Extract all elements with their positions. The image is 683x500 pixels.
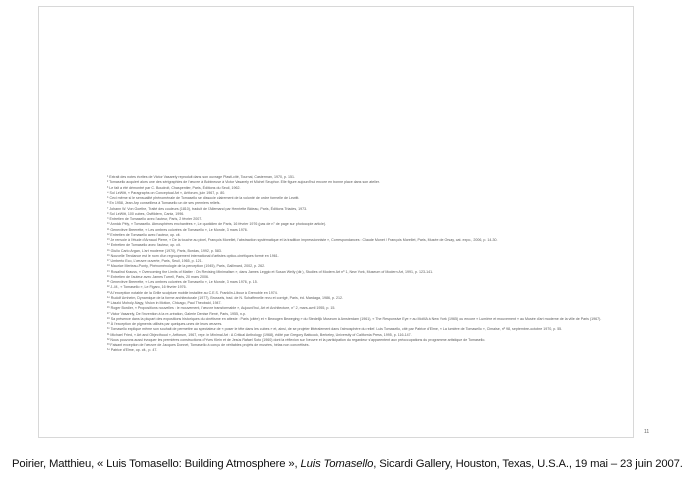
footnote: ¹³ Je renvoie à l'étude d'Arnaud Pierre, « De la touche au pixel, François Morellet, l'abstraction systématique et la tradition impressionniste », Correspondances : Claude Monet / François Morellet, Paris, Musée de Orsay, cat. expo., 2006, p. 14-30. xyxy=(107,238,498,242)
footnote: ⁶ En 1958, Jean Arp conseillera à Tomasello un de ses premiers reliefs. xyxy=(107,201,221,206)
footnote: ⁹ Entretien de Tomasello avec l'auteur, Paris, 2 février 2007. xyxy=(107,217,203,221)
page-number: 11 xyxy=(644,429,650,435)
footnote: ³ Le fait a été démontré par C. Boudroit, Chaspentier, Paris, Éditions du Seuil, 1962. xyxy=(107,185,241,190)
document-frame xyxy=(38,6,650,438)
footnote: ¹⁹ Rosalind Krauss, « Overcoming the Limits of Matter : On Revising Minimalism », dans James Leggio et Susan Weily (dir.), Studies of Modern Art nº 1, New York, Museum of Modern Art, 1991, p. 123-141. xyxy=(107,269,434,274)
citation-text: Poirier, Matthieu, « Luis Tomasello: Building Atmosphere », xyxy=(12,458,301,470)
footnotes-list xyxy=(107,175,655,354)
footnote: ²⁶ Roger Bordier, « Propositions nouvelles : le mouvement, l'œuvre transformable », Aujourd'hui, Art et Architecture, n° 2, mars-avril 1955, p. 15. xyxy=(107,306,336,311)
footnote: ¹⁵ Giulio Carlo Argan, L'art moderne (1970), Paris, Bordas, 1992, p. 583. xyxy=(107,248,222,253)
footnote: ¹⁰ Annick Pély, « Tomasello. Atmosphères enchantées », Le quotidien de Paris, 16 février 1976 (pas de n° de page sur photocopie article). xyxy=(107,222,327,227)
footnote: ¹¹ Geneviève Breerette, « Les ombres colorées de Tomasello », Le Monde, 3 mars 1976. xyxy=(107,227,248,232)
footnote: ²⁴ Rudolf Arnheim, Dynamique de la forme architecturale (1977), Brussels, trad. de N. Schaffenelle revu et corrigé, Paris, éd. Mardaga, 1986, p. 212. xyxy=(107,295,343,300)
footnote: ³² Nous pouvons aussi évoquer les premières constructions d'Yves Klein et de Jesús Rafael Soto (1960) dont la réflexion sur l'œuvre et la participation du regardeur s'apparentent aux préoccupations du programme artistique de Tomasello. xyxy=(107,337,486,342)
footnote: ²⁵ László Moholy-Nagy, Vision in Motion, Chicago, Paul Theobald, 1947. xyxy=(107,301,222,305)
footnote: ¹⁷ Umberto Eco, L'œuvre ouverte, Paris, Seuil, 1965, p. 121. xyxy=(107,259,203,263)
citation-details: , Sicardi Gallery, Houston, Texas, U.S.A., 19 mai – 23 juin 2007. xyxy=(373,458,683,470)
footnote: ²⁷ Victor Vasarely, De l'invention à la re-création, Galerie Denise René, Paris, 1955, n.p. xyxy=(107,311,247,316)
footnote: ²² J.-M., « Tomasello », Le Figaro, 16 février 1976. xyxy=(107,285,187,290)
footnote: ⁵ Ceci même si le sensualité phénoménale de Tomasello se dissocie clairement de la volonté de ordre formelle de Lewitt. xyxy=(107,196,300,200)
footnote: ⁷ Johann W. Von Goethe, Traité des couleurs (1810), traduit de l'Allemand par Henriette Bideau, Paris, Éditions Triades, 1973. xyxy=(107,206,308,211)
footnote: ³⁰ Tomasello explique même son souhait de permettre au spectateur de « poser le tête dans les cubes » et, ainsi, de se projeter littéralement dans l'atmosphère du relief. Luis Tomasello, cité par Patrice d'Elme, « La lumière de Tomasello », Cimaise, nº 98, septembre-octobre 1970, p. 55. xyxy=(107,327,563,332)
footnote: ¹⁴ Entretien de Tomasello avec l'auteur, op. cit. xyxy=(107,243,181,248)
footnote: ⁸ Sol LeWitt, 100 cubes, Ostfildern, Cantz, 1996. xyxy=(107,211,185,216)
footnote: ¹⁸ Maurice Merleau-Ponty, Phénoménologie de la perception (1945), Paris, Gallimard, 2002, p. 262. xyxy=(107,264,266,269)
document-page xyxy=(107,29,662,435)
footnote: ³¹ Michael Fried, « Art and Objecthood », Artforum, 1967, repr. in Minimal Art : A Critical Anthology (1968), édité par Gregory Battcock, Berkeley, University of California Press, 1995, p. 116-147. xyxy=(107,332,412,337)
footnote: ³⁴ Patrice d'Elme, op. cit., p. 47. xyxy=(107,348,158,353)
citation-caption xyxy=(12,458,683,470)
citation-title: Luis Tomasello xyxy=(300,458,374,470)
footnote: ²⁹ À l'exception de pigments utilisés par quelques-unes de leurs œuvres. xyxy=(107,322,223,326)
footnote: ²⁸ Sa présence dans la plupart des expositions historiques du cinétisme en atteste : Paris (citée) et « Bewogen Beweging » du Stedelijk Museum à Amsterdam (1961), « The Responsive Eye » au MoMA à New York (1965) ou encore « Lumière et mouvement » au Musée d'art moderne de la ville de Paris (1967). xyxy=(107,316,602,321)
footnote: ⁴ Sol LeWitt, « Paragraphs on Conceptual Art », Artforum, juin 1967, p. 80. xyxy=(107,190,226,195)
footnote: ¹⁶ Nouvelle Tendance est le nom d'un regroupement international d'artistes optico-cinétiques formé en 1961. xyxy=(107,253,279,258)
footnote: ¹ Extrait des notes écrites de Victor Vasarely reproduit dans son ouvrage Plasti-cité, Tournai, Casterman, 1970, p. 151. xyxy=(107,175,295,179)
footnote: ² Tomasello acquiert alors une des sérigraphies de l'œuvre à Bobineuse à Victor Vasarely et Michel Seuphor. Elle figure aujourd'hui encore en bonne place dans son atelier. xyxy=(107,180,380,185)
footnote: ³³ Faisant exception de l'œuvre de Jacques Donnet, Tomasello à conçu de véritables projets de musées, hélas non concrétisés. xyxy=(107,343,310,347)
footnote: ¹² Entretien de Tomasello avec l'auteur, op. cit. xyxy=(107,232,181,237)
footnote: ²¹ Geneviève Breerette, « Les ombres colorées de Tomasello », Le Monde, 3 mars 1976, p. 15. xyxy=(107,280,258,284)
footnote: ²³ A l'exception notable de la Grille sculpture mobile installée au C.E.S. Franklin-Libour à Grenoble en 1974. xyxy=(107,290,278,295)
footnote: ²⁰ Entretien de l'auteur avec James Turrell, Paris, 20 mars 2006. xyxy=(107,274,209,279)
